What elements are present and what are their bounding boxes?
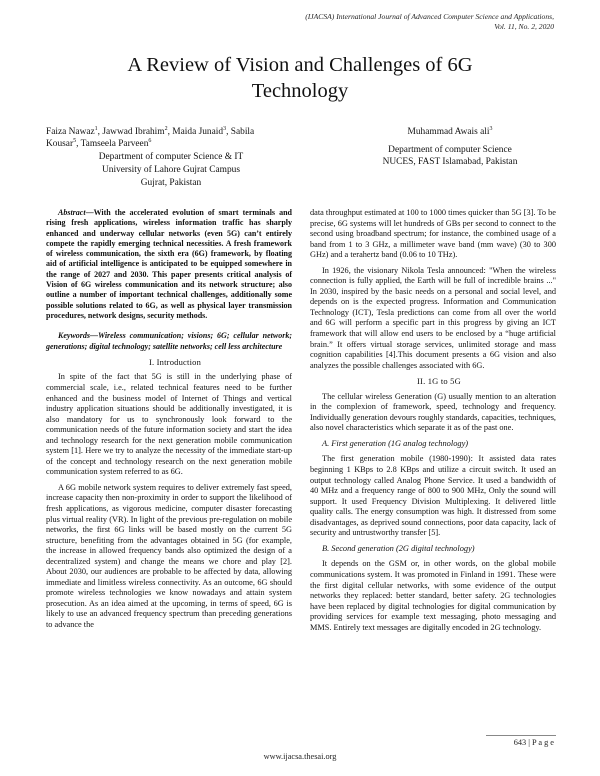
intro-paragraph-3: In 1926, the visionary Nikola Tesla announced: "When the wireless connection is fully applied, the Earth will be full of incredible brains ..." In 2030, inspired by the basic needs on a personal and social level, and depends on is the expected progress. Information and Communication Technology (ICT), Tesla predictions can come from all over the world and 6G will perform a specific part in this progress by giving an ICT framework that will allow end users to be enclosed by a “huge artificial brain.” It offers virtual storage services, unlimited storage and mass cognition capabilities [4].This document presents a 6G vision and also analyzes the possible challenges associated with 6G. xyxy=(310,265,556,370)
subsection-heading-first-generation: A. First generation (1G analog technology) xyxy=(322,438,469,448)
intro-paragraph-2: A 6G mobile network system requires to deliver extremely fast speed, increase capacity then non-proximity in order to support the likelihood of fresh applications, as vigorous medicine, computer disaster forecasting plus virtual reality (VR). In light of the previous pre-regulation on mobile networks, the first 6G links will be based mostly on the current 5G structure, benefiting from the advantages obtained in 5G (for example, the increase in allowed frequency bands also optimized the design of a decentralized system) and change the means we chore and play [2]. About 2030, our audiences are probable to be affected by data, allowing immediate and limitless wireless connectivity. As an outcome, 6G should promote wireless technologies we know nowadays and attain system prosecution. As an idea aimed at the upcoming, in terms of speed, 6G is likely to use an advanced frequency spectrum than preceding generations to advance the xyxy=(46,482,292,629)
title-line-2: Technology xyxy=(251,80,349,102)
author-names-line-2: Kousar$^5$, Tamseela Parveen$^6$ xyxy=(46,137,152,149)
journal-url: www.ijacsa.thesai.org xyxy=(263,752,337,761)
author-block-right xyxy=(330,126,570,168)
author-name-right: Muhammad Awais ali$^3$ xyxy=(407,125,493,137)
section-heading-introduction: I. Introduction xyxy=(148,356,202,367)
paper-title xyxy=(60,52,540,104)
page-number: 643 | P a g e xyxy=(513,738,554,747)
abstract-label: Abstract xyxy=(58,208,86,217)
right-column xyxy=(310,208,556,638)
author-block-left xyxy=(46,126,296,189)
left-column xyxy=(46,208,292,636)
author-affiliation-dept: Department of computer Science & IT xyxy=(98,152,244,162)
footer-divider xyxy=(486,735,556,736)
keywords-text: —Wireless communication; visions; 6G; cellular network; generations; digital technology; satellite networks; cell less architecture xyxy=(46,331,292,351)
author-affiliation-university: University of Lahore Gujrat Campus xyxy=(102,165,240,175)
abstract xyxy=(46,208,292,321)
journal-volume: Vol. 11, No. 2, 2020 xyxy=(494,22,554,31)
abstract-text: —With the accelerated evolution of smart terminals and rising fresh applications, wireless information traffic has sharply enhanced and underway cellular networks (even 5G) can’t entirely compete the rapidly emerging technical necessities. A fresh framework of wireless communication, the sixth era (6G) framework, by floating aid of artificial intelligence is anticipated to be equipped somewhere in the range of 2027 and 2030. This paper presents critical analysis of Vision of 6G wireless communication and its network structure; also outline a number of important technical challenges, additionally some possible solutions related to 6G, as well as physical layer transmission procedures, network designs, security methods. xyxy=(46,208,292,320)
title-line-1: A Review of Vision and Challenges of 6G xyxy=(127,54,473,76)
intro-paragraph-2-continued: data throughput estimated at 100 to 1000 times quicker than 5G [3]. To be precise, 6G systems will let hundreds of GBs per second to connect to the second using broadband spectrum; for instance, the combined usage of a band from 1 to 3 GHz, a millimeter wave band (mm wave) (30 to 300 GHz) and a terahertz band (0.06 to 10 THz). xyxy=(310,208,556,260)
section2-paragraph-1: The cellular wireless Generation (G) usually mention to an alteration in the complexion of framework, speed, technology and frequency. Individually generation devours roughly standards, capacities, techniques, also novel characteristics which separate it as of the past one. xyxy=(310,391,556,433)
author-affiliation-dept-right: Department of computer Science xyxy=(388,145,512,155)
author-names-line-1: Faiza Nawaz$^1$, Jawwad Ibrahim$^2$, Maida Junaid$^3$, Sabila xyxy=(46,125,255,137)
author-affiliation-univ-right: NUCES, FAST Islamabad, Pakistan xyxy=(382,157,518,167)
journal-header xyxy=(305,12,554,32)
keywords xyxy=(46,331,292,352)
intro-paragraph-1: In spite of the fact that 5G is still in the underlying phase of commercial scale, i.e., related technical features need to be further enhanced and the business model of Internet of Things and vertical industry application situations should be additionally investigated, it is also mandatory for us to synchronously look forward to the communication needs of the future information society and start the idea and technology research for the next generation mobile communication system [1]. Here we try to analyze the necessity of the immediate start-up of the concept and technology research on the next generation mobile communication system referred to as 6G. xyxy=(46,372,292,477)
journal-name: (IJACSA) International Journal of Advanced Computer Science and Applications, xyxy=(305,12,554,21)
subsection-heading-second-generation: B. Second generation (2G digital technology) xyxy=(322,543,475,553)
first-generation-paragraph: The first generation mobile (1980-1990): It assisted data rates beginning 1 KBps to 2.8 KBps and utilize a circuit switch. It used an output technology called Analog Phone Service. It used a bandwidth of 40 MHz and a frequency range of 800 to 900 MHz, Only the sound will support. It used Frequency Division Multiplexing. It delivered little quality calls. The energy consumption was high. It distressed from some disadvantages, as deprived sound connections, poor data capacity, lack of security and untrustworthy transfer [5]. xyxy=(310,454,556,538)
section-heading-1g-to-5g: II. 1G to 5G xyxy=(417,376,461,387)
keywords-label: Keywords xyxy=(58,331,90,341)
second-generation-paragraph: It depends on the GSM or, in other words, on the global mobile communications system. It was promoted in Finland in 1991. These were the first digital cellular networks, with some evidence of the output networks they replaced: better standard, better safety. 2G technologies have been replaced by digital technologies for digital communication by providing services for example text messaging, photo messaging and MMS. Entirely text messages are digitally encoded in 2G technology. xyxy=(310,559,556,632)
author-affiliation-location: Gujrat, Pakistan xyxy=(140,178,202,188)
